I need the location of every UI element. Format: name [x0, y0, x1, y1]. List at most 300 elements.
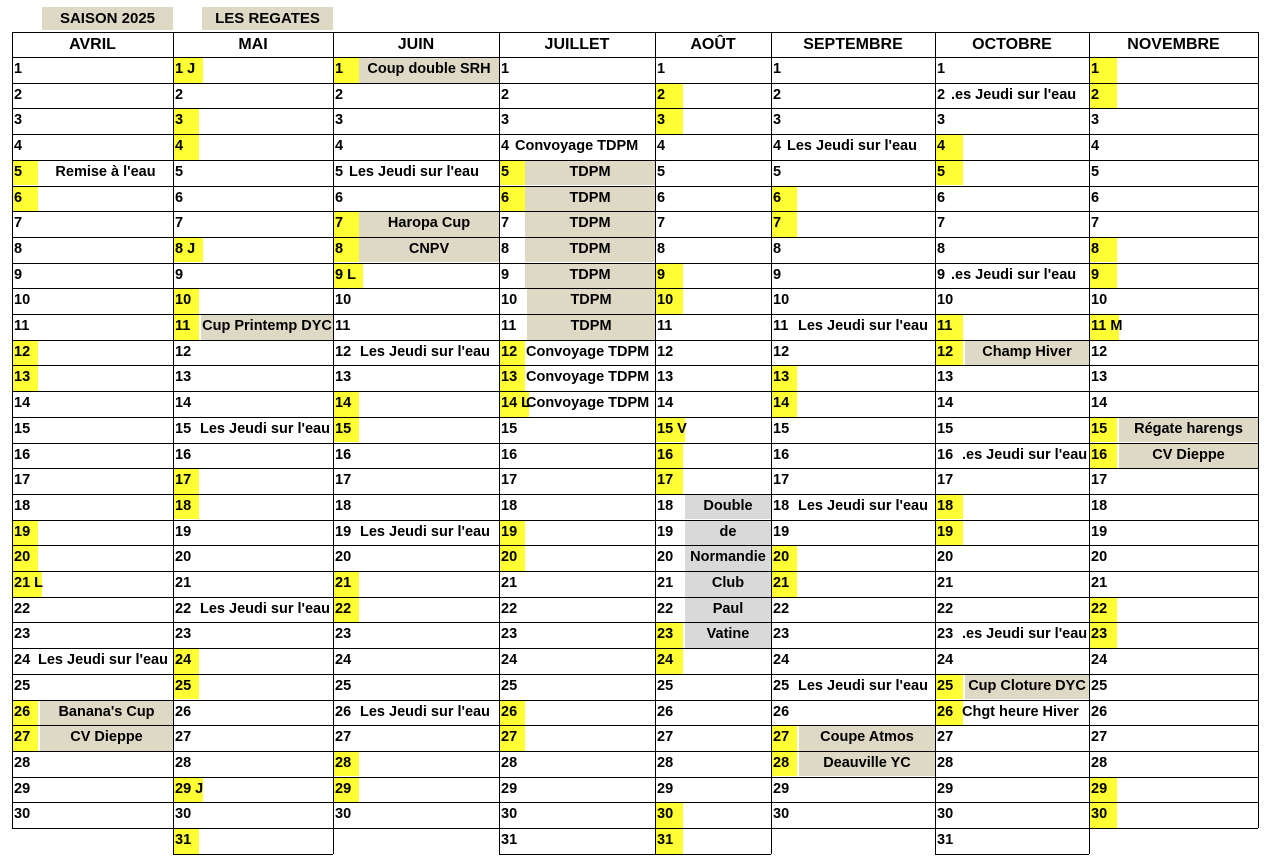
day-number: 9 — [773, 266, 782, 283]
day-number: 12 — [175, 343, 192, 360]
day-cell — [12, 545, 173, 571]
day-cell — [935, 108, 1089, 134]
event-label: Deauville YC — [799, 751, 935, 777]
day-cell — [499, 365, 655, 391]
grid-row-line — [333, 391, 499, 392]
day-cell — [173, 160, 333, 186]
day-cell — [12, 597, 173, 623]
day-cell — [499, 108, 655, 134]
grid-row-line — [935, 828, 1089, 829]
day-cell — [333, 314, 499, 340]
grid-row-line — [1089, 237, 1258, 238]
grid-row-line — [1089, 134, 1258, 135]
day-number: 3 — [335, 112, 344, 129]
grid-row-line — [499, 263, 655, 264]
day-cell — [771, 288, 935, 314]
grid-row-line — [655, 108, 771, 109]
day-cell — [771, 340, 935, 366]
day-number: 27 — [657, 729, 674, 746]
day-number: 27 — [335, 729, 352, 746]
grid-col-line — [1258, 32, 1259, 828]
day-cell — [173, 417, 333, 443]
day-cell — [655, 545, 771, 571]
day-cell — [771, 417, 935, 443]
day-number: 8 — [501, 240, 510, 257]
grid-row-line — [499, 160, 655, 161]
grid-row-line — [12, 83, 173, 84]
day-number: 18 — [335, 497, 352, 514]
grid-row-line — [935, 802, 1089, 803]
day-number: 30 — [335, 806, 352, 823]
grid-row-line — [771, 314, 935, 315]
day-number: 29 — [937, 780, 954, 797]
day-number: 7 — [657, 215, 666, 232]
grid-row-line — [1089, 802, 1258, 803]
grid-row-line — [173, 417, 333, 418]
day-cell — [771, 237, 935, 263]
day-cell — [499, 828, 655, 854]
event-label: CNPV — [359, 237, 499, 263]
grid-row-line — [935, 365, 1089, 366]
day-cell — [655, 674, 771, 700]
grid-row-line — [935, 494, 1089, 495]
grid-row-line — [655, 340, 771, 341]
day-number: 22 — [657, 600, 674, 617]
day-number: 9 — [1089, 263, 1117, 289]
day-number: 25 — [1091, 677, 1108, 694]
day-cell — [935, 802, 1089, 828]
grid-row-line — [173, 545, 333, 546]
day-number: 5 — [175, 163, 184, 180]
day-cell — [1089, 674, 1258, 700]
grid-col-line — [771, 32, 772, 854]
day-number: 22 — [501, 600, 518, 617]
grid-row-line — [655, 700, 771, 701]
day-number: 9 — [655, 263, 683, 289]
day-cell — [771, 186, 935, 212]
day-cell — [12, 494, 173, 520]
day-number: 19 — [175, 523, 192, 540]
day-cell — [655, 622, 771, 648]
grid-row-line — [12, 571, 173, 572]
day-number: 23 — [501, 626, 518, 643]
day-number: 24 — [335, 652, 352, 669]
day-number: 17 — [655, 468, 683, 494]
event-label: Normandie — [685, 545, 771, 571]
day-number: 31 — [937, 832, 954, 848]
day-cell — [333, 160, 499, 186]
day-cell — [655, 494, 771, 520]
day-number: 13 — [937, 369, 954, 386]
day-number: 6 — [657, 189, 666, 206]
day-number: 15 — [333, 417, 359, 443]
event-label: Les Jeudi sur l'eau — [200, 420, 330, 437]
day-number: 28 — [937, 754, 954, 771]
grid-row-line — [771, 777, 935, 778]
day-cell — [173, 314, 333, 340]
day-number: 14 — [333, 391, 359, 417]
day-number: 14 L — [499, 391, 529, 417]
event-label: TDPM — [525, 263, 655, 289]
day-cell — [771, 314, 935, 340]
grid-row-line — [12, 777, 173, 778]
grid-row-line — [771, 751, 935, 752]
day-number: 15 — [14, 420, 31, 437]
grid-row-line — [173, 314, 333, 315]
day-number: 25 — [173, 674, 199, 700]
day-number: 4 — [335, 138, 344, 155]
day-cell — [333, 545, 499, 571]
day-cell — [499, 520, 655, 546]
day-cell — [173, 777, 333, 803]
grid-row-line — [173, 777, 333, 778]
day-cell — [771, 777, 935, 803]
day-number: 29 — [501, 780, 518, 797]
day-cell — [935, 134, 1089, 160]
grid-row-line — [771, 186, 935, 187]
month-header-4: AOÛT — [690, 36, 736, 53]
day-cell — [935, 494, 1089, 520]
day-number: 29 — [1089, 777, 1117, 803]
grid-row-line — [935, 237, 1089, 238]
grid-row-line — [1089, 828, 1258, 829]
day-number: 3 — [1091, 112, 1100, 129]
day-cell — [499, 777, 655, 803]
day-cell — [173, 365, 333, 391]
day-cell — [12, 314, 173, 340]
grid-row-line — [771, 417, 935, 418]
day-number: 16 — [773, 446, 790, 463]
day-number: 14 — [1091, 395, 1108, 412]
day-number: 18 — [657, 497, 674, 514]
day-number: 1 — [14, 61, 23, 77]
day-cell — [12, 468, 173, 494]
day-cell — [655, 211, 771, 237]
day-number: 10 — [501, 292, 518, 309]
day-cell — [333, 468, 499, 494]
grid-row-line — [12, 648, 173, 649]
event-label: .es Jeudi sur l'eau — [951, 86, 1077, 103]
day-cell — [12, 571, 173, 597]
day-cell — [771, 108, 935, 134]
grid-row-line — [771, 288, 935, 289]
day-cell — [12, 340, 173, 366]
day-cell — [1089, 314, 1258, 340]
grid-row-line — [173, 854, 333, 855]
day-number: 31 — [173, 828, 199, 854]
day-number: 1 — [937, 61, 946, 77]
event-label: .es Jeudi sur l'eau — [951, 266, 1077, 283]
day-number: 30 — [14, 806, 31, 823]
day-number: 12 — [935, 340, 963, 366]
day-cell — [655, 520, 771, 546]
day-number: 27 — [12, 725, 38, 751]
grid-row-line — [935, 134, 1089, 135]
grid-row-line — [333, 725, 499, 726]
grid-row-line — [499, 648, 655, 649]
day-number: 10 — [1091, 292, 1108, 309]
day-number: 10 — [173, 288, 199, 314]
day-cell — [333, 108, 499, 134]
grid-row-line — [655, 288, 771, 289]
day-cell — [655, 468, 771, 494]
grid-row-line — [173, 211, 333, 212]
day-number: 21 — [501, 575, 518, 591]
day-cell — [499, 391, 655, 417]
day-cell — [12, 417, 173, 443]
day-number: 23 — [655, 622, 683, 648]
day-cell — [333, 288, 499, 314]
day-cell — [173, 828, 333, 854]
day-cell — [12, 777, 173, 803]
day-number: 23 — [1089, 622, 1117, 648]
day-cell — [655, 288, 771, 314]
day-cell — [655, 57, 771, 83]
day-cell — [12, 211, 173, 237]
grid-row-line — [1089, 186, 1258, 187]
day-number: 8 — [1089, 237, 1117, 263]
grid-row-line — [771, 545, 935, 546]
grid-row-line — [499, 365, 655, 366]
day-cell — [771, 57, 935, 83]
grid-row-line — [12, 751, 173, 752]
day-number: 16 — [175, 446, 192, 463]
grid-row-line — [771, 443, 935, 444]
day-cell — [935, 443, 1089, 469]
grid-row-line — [499, 674, 655, 675]
day-cell — [173, 725, 333, 751]
grid-row-line — [333, 160, 499, 161]
grid-row-line — [499, 57, 655, 58]
grid-row-line — [499, 108, 655, 109]
grid-col-line — [655, 32, 656, 854]
day-cell — [12, 57, 173, 83]
grid-row-line — [499, 340, 655, 341]
day-number: 28 — [657, 754, 674, 771]
day-number: 5 — [773, 163, 782, 180]
day-number: 13 — [499, 365, 525, 391]
day-number: 31 — [655, 828, 683, 854]
grid-row-line — [12, 545, 173, 546]
grid-row-line — [1089, 725, 1258, 726]
day-number: 10 — [773, 292, 790, 309]
day-cell — [655, 237, 771, 263]
grid-row-line — [655, 417, 771, 418]
grid-row-line — [771, 237, 935, 238]
day-number: 18 — [501, 497, 518, 514]
day-number: 11 — [173, 314, 199, 340]
grid-row-line — [655, 365, 771, 366]
event-label: de — [685, 520, 771, 546]
day-number: 5 — [12, 160, 38, 186]
day-number: 27 — [937, 729, 954, 746]
grid-row-line — [655, 520, 771, 521]
grid-row-line — [655, 186, 771, 187]
day-cell — [333, 211, 499, 237]
grid-row-line — [771, 365, 935, 366]
grid-row-line — [1089, 777, 1258, 778]
day-number: 20 — [499, 545, 525, 571]
day-cell — [173, 443, 333, 469]
grid-row-line — [333, 520, 499, 521]
day-cell — [1089, 417, 1258, 443]
day-cell — [935, 828, 1089, 854]
day-number: 15 — [501, 420, 518, 437]
grid-row-line — [655, 443, 771, 444]
day-cell — [333, 186, 499, 212]
grid-row-line — [333, 648, 499, 649]
day-number: 2 — [501, 86, 510, 103]
grid-row-line — [1089, 160, 1258, 161]
grid-row-line — [655, 83, 771, 84]
grid-row-line — [655, 777, 771, 778]
day-cell — [771, 83, 935, 109]
day-number: 19 — [335, 523, 352, 540]
grid-row-line — [173, 288, 333, 289]
grid-row-line — [771, 648, 935, 649]
grid-row-line — [333, 134, 499, 135]
day-cell — [771, 571, 935, 597]
grid-row-line — [499, 468, 655, 469]
day-cell — [1089, 186, 1258, 212]
day-cell — [499, 134, 655, 160]
day-cell — [12, 186, 173, 212]
grid-row-line — [771, 700, 935, 701]
day-number: 8 — [333, 237, 359, 263]
event-label: Haropa Cup — [359, 211, 499, 237]
grid-row-line — [771, 340, 935, 341]
day-cell — [12, 648, 173, 674]
grid-row-line — [655, 57, 771, 58]
grid-row-line — [771, 57, 935, 58]
grid-row-line — [655, 648, 771, 649]
day-number: 6 — [12, 186, 38, 212]
grid-row-line — [771, 725, 935, 726]
day-cell — [771, 494, 935, 520]
day-number: 17 — [173, 468, 199, 494]
day-cell — [499, 314, 655, 340]
grid-row-line — [935, 160, 1089, 161]
day-cell — [771, 468, 935, 494]
day-number: 30 — [175, 806, 192, 823]
grid-row-line — [771, 520, 935, 521]
day-number: 2 — [335, 86, 344, 103]
event-label: Cup Cloture DYC — [965, 674, 1089, 700]
month-header-3: JUILLET — [544, 36, 610, 53]
day-number: 4 — [657, 138, 666, 155]
grid-row-line — [333, 108, 499, 109]
event-label: Régate harengs — [1119, 417, 1258, 443]
day-cell — [1089, 700, 1258, 726]
day-cell — [771, 520, 935, 546]
day-cell — [771, 622, 935, 648]
grid-row-line — [935, 391, 1089, 392]
grid-row-line — [935, 622, 1089, 623]
grid-row-line — [333, 751, 499, 752]
day-cell — [333, 83, 499, 109]
day-cell — [1089, 520, 1258, 546]
calendar-grid — [12, 32, 1260, 858]
day-number: 10 — [14, 292, 31, 309]
day-cell — [173, 802, 333, 828]
day-number: 22 — [937, 600, 954, 617]
day-cell — [771, 391, 935, 417]
grid-row-line — [771, 391, 935, 392]
day-cell — [935, 237, 1089, 263]
day-cell — [771, 802, 935, 828]
day-number: 29 — [773, 780, 790, 797]
event-label: CV Dieppe — [1119, 443, 1258, 469]
day-number: 15 V — [655, 417, 685, 443]
day-cell — [1089, 443, 1258, 469]
day-cell — [655, 828, 771, 854]
grid-row-line — [935, 648, 1089, 649]
grid-row-line — [655, 391, 771, 392]
grid-row-line — [655, 545, 771, 546]
grid-row-line — [655, 802, 771, 803]
day-number: 22 — [773, 600, 790, 617]
grid-row-line — [935, 468, 1089, 469]
day-number: 26 — [773, 703, 790, 720]
grid-row-line — [499, 700, 655, 701]
event-label: Banana's Cup — [40, 700, 173, 726]
grid-row-line — [1089, 314, 1258, 315]
grid-row-line — [771, 211, 935, 212]
day-number: 30 — [773, 806, 790, 823]
grid-row-line — [12, 134, 173, 135]
event-label: Les Jeudi sur l'eau — [798, 497, 928, 514]
day-cell — [1089, 237, 1258, 263]
day-number: 15 — [937, 420, 954, 437]
day-cell — [333, 494, 499, 520]
grid-row-line — [333, 237, 499, 238]
grid-row-line — [333, 571, 499, 572]
event-label: Les Jeudi sur l'eau — [798, 318, 928, 334]
day-number: 3 — [501, 112, 510, 129]
day-number: 4 — [773, 138, 782, 155]
grid-row-line — [12, 391, 173, 392]
day-cell — [935, 211, 1089, 237]
day-cell — [12, 237, 173, 263]
day-cell — [935, 545, 1089, 571]
grid-row-line — [1089, 443, 1258, 444]
grid-row-line — [333, 211, 499, 212]
grid-row-line — [771, 134, 935, 135]
grid-col-line — [499, 32, 500, 854]
grid-row-line — [935, 545, 1089, 546]
day-cell — [1089, 494, 1258, 520]
day-number: 24 — [773, 652, 790, 669]
day-number: 7 — [501, 215, 510, 232]
grid-row-line — [333, 417, 499, 418]
day-cell — [173, 263, 333, 289]
day-cell — [499, 160, 655, 186]
day-cell — [499, 751, 655, 777]
month-header-5: SEPTEMBRE — [803, 36, 903, 53]
grid-row-line — [935, 108, 1089, 109]
grid-row-line — [935, 571, 1089, 572]
day-number: 3 — [14, 112, 23, 129]
day-number: 1 — [501, 61, 510, 77]
day-number: 29 — [333, 777, 359, 803]
grid-row-line — [655, 674, 771, 675]
day-cell — [499, 571, 655, 597]
day-number: 4 — [935, 134, 963, 160]
grid-col-line — [1089, 32, 1090, 854]
day-cell — [333, 751, 499, 777]
day-number: 2 — [14, 86, 23, 103]
grid-row-line — [173, 237, 333, 238]
